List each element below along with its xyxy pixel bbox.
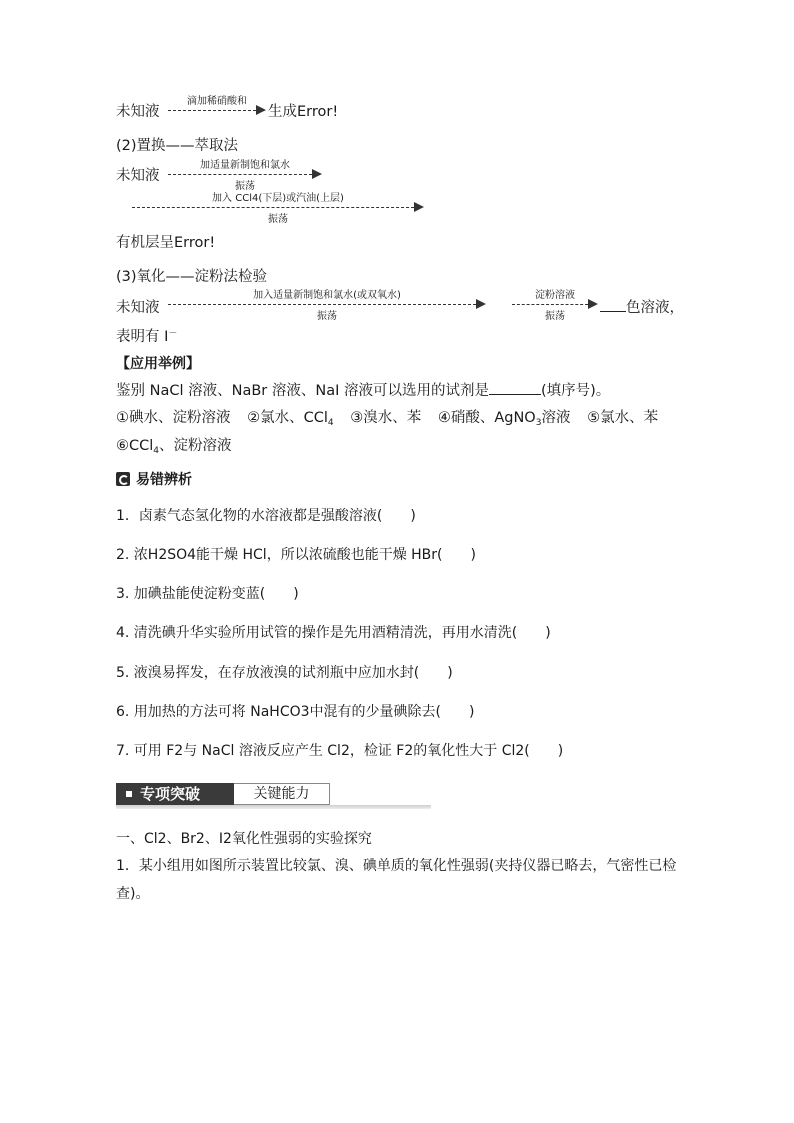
liquid-label: 未知液 <box>116 300 160 316</box>
section-banner <box>116 783 431 809</box>
question-text: 查)。 <box>116 886 150 902</box>
option: ②氯水、CCl <box>247 410 328 426</box>
arrow-condition: 加适量新制饱和氯水 <box>200 160 290 171</box>
list-item: 4. 清洗碘升华实验所用试管的操作是先用酒精清洗，再用水清洗( ) <box>116 625 551 641</box>
list-item: 2. 浓H2SO4能干燥 HCl，所以浓硫酸也能干燥 HBr( ) <box>116 547 476 563</box>
conclusion-text <box>116 325 177 346</box>
section-title-text: 易错辨析 <box>136 472 192 488</box>
option: ⑥CCl <box>116 438 154 454</box>
square-icon <box>126 791 132 797</box>
banner-primary <box>116 783 234 805</box>
list-item: 1．卤素气态氢化物的水溶液都是强酸溶液( ) <box>116 508 416 524</box>
arrow-condition: 振荡 <box>545 311 565 322</box>
ion-charge: － <box>168 329 178 339</box>
section-heading: 【应用举例】 <box>116 356 200 372</box>
method-heading: (2)置换——萃取法 <box>116 138 239 154</box>
option: 溶液 <box>541 410 571 426</box>
arrow-condition: 淀粉溶液 <box>535 290 575 301</box>
question-suffix: (填序号)。 <box>540 383 611 399</box>
option: ①碘水、淀粉溶液 <box>116 410 231 426</box>
options-line <box>116 406 658 427</box>
result-text: 色溶液， <box>626 300 684 316</box>
conclusion-label: 表明有 I <box>116 329 169 345</box>
arrow-condition: 振荡 <box>235 181 255 192</box>
option: ④硝酸、AgNO <box>437 410 536 426</box>
list-item: 6. 用加热的方法可将 NaHCO3中混有的少量碘除去( ) <box>116 704 475 720</box>
answer-blank[interactable] <box>600 297 626 312</box>
list-item: 3. 加碘盐能使淀粉变蓝( ) <box>116 586 299 602</box>
arrow-condition: 加入适量新制饱和氯水(或双氧水) <box>253 290 401 301</box>
section-title <box>116 469 192 489</box>
arrow-condition: 振荡 <box>268 214 288 225</box>
question-text: 1．某小组用如图所示装置比较氯、溴、碘单质的氧化性强弱(夹持仪器已略去，气密性已检 <box>116 858 677 874</box>
banner-rule <box>116 805 431 809</box>
banner-secondary: 关键能力 <box>234 783 330 805</box>
liquid-label: 未知液 <box>116 168 160 184</box>
arrow-condition: 加入 CCl4(下层)或汽油(上层) <box>212 193 344 204</box>
method-heading: (3)氧化——淀粉法检验 <box>116 269 268 285</box>
option: 、淀粉溶液 <box>159 438 232 454</box>
subscript: 4 <box>153 446 160 456</box>
result-text: 有机层呈Error! <box>116 235 216 251</box>
list-item: 5. 液溴易挥发，在存放液溴的试剂瓶中应加水封( ) <box>116 665 453 681</box>
arrow-condition: 滴加稀硝酸和 <box>187 96 247 107</box>
question-stem: 鉴别 NaCl 溶液、NaBr 溶液、NaI 溶液可以选用的试剂是 <box>116 383 489 399</box>
answer-line <box>600 296 684 317</box>
banner-primary-label: 专项突破 <box>140 785 201 803</box>
liquid-label: 未知液 <box>116 104 160 120</box>
result-text: 生成Error! <box>268 104 339 120</box>
option: ③溴水、苯 <box>350 410 422 426</box>
section-badge-icon <box>116 472 130 486</box>
subscript: 4 <box>327 418 334 428</box>
answer-blank[interactable] <box>489 380 541 395</box>
subsection-heading: 一、Cl2、Br2、I2氧化性强弱的实验探究 <box>116 831 372 847</box>
list-item: 7. 可用 F2与 NaCl 溶液反应产生 Cl2，检证 F2的氧化性大于 Cl2( ) <box>116 743 564 759</box>
arrow-condition: 振荡 <box>317 311 337 322</box>
options-line <box>116 434 232 455</box>
subscript: 3 <box>535 418 542 428</box>
option: ⑤氯水、苯 <box>587 410 659 426</box>
question-text <box>116 379 610 400</box>
